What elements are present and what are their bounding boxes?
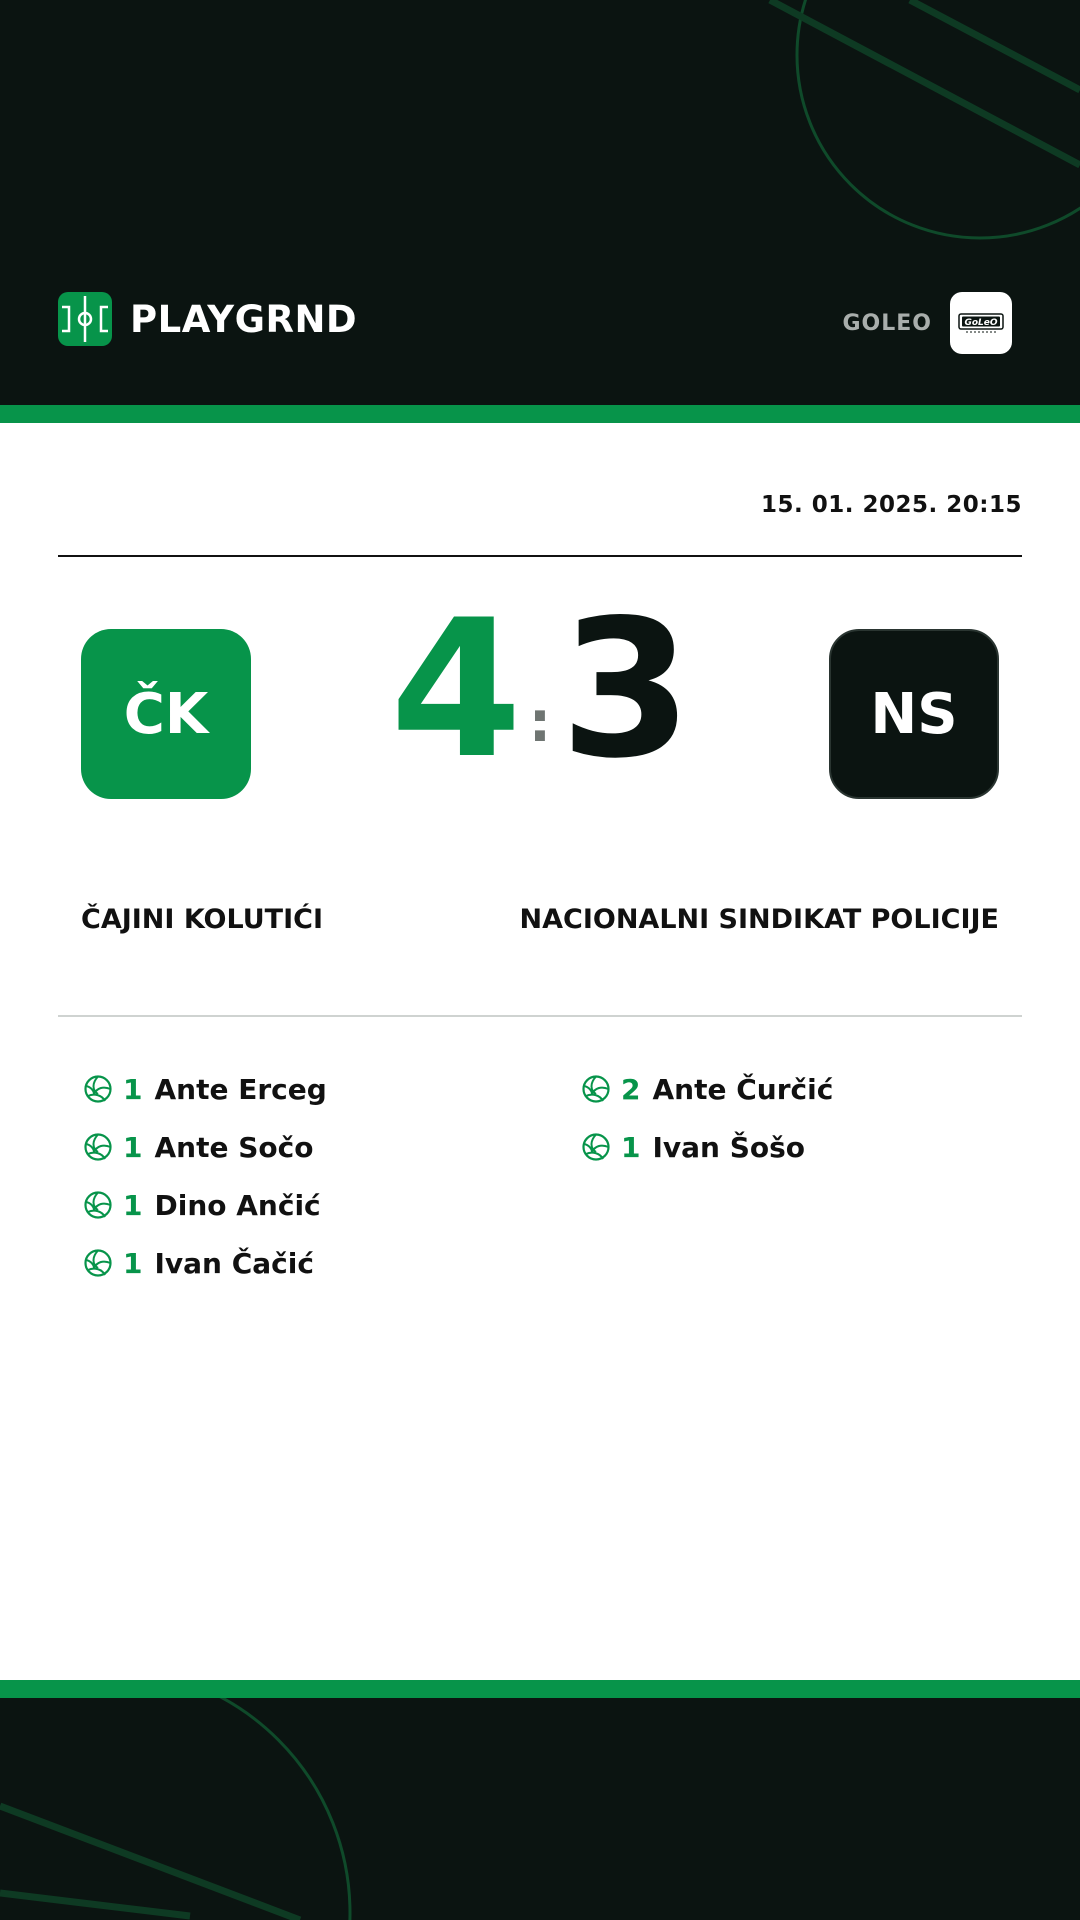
divider <box>58 555 1022 557</box>
football-pitch-icon <box>58 292 112 346</box>
scorer-item <box>581 1118 833 1176</box>
accent-bar-bottom <box>0 1680 1080 1698</box>
partner-logo-text: GoLeO <box>964 318 998 328</box>
away-scorers-list <box>581 1060 833 1176</box>
player-name: Ante Čurčić <box>652 1072 834 1106</box>
footer <box>0 1698 1080 1920</box>
away-score: 3 <box>560 579 693 800</box>
goal-count: 1 <box>621 1130 641 1164</box>
soccer-ball-icon <box>83 1248 113 1278</box>
home-team-name: ČAJINI KOLUTIĆI <box>81 904 323 935</box>
match-datetime: 15. 01. 2025. 20:15 <box>761 492 1022 518</box>
away-team-name: NACIONALNI SINDIKAT POLICIJE <box>519 904 999 935</box>
partner-logo <box>950 292 1012 354</box>
goal-count: 1 <box>123 1072 143 1106</box>
home-scorers-list <box>83 1060 327 1292</box>
scorer-item <box>83 1176 327 1234</box>
player-name: Dino Ančić <box>154 1188 321 1222</box>
soccer-ball-icon <box>581 1132 611 1162</box>
home-team-badge: ČK <box>81 629 251 799</box>
goal-count: 1 <box>123 1188 143 1222</box>
partner-name: GOLEO <box>842 310 932 336</box>
away-team-badge: NS <box>829 629 999 799</box>
pitch-lines-decoration <box>0 1698 1080 1920</box>
accent-bar-top <box>0 405 1080 423</box>
score-separator: : <box>528 690 552 755</box>
header <box>0 0 1080 405</box>
soccer-ball-icon <box>83 1074 113 1104</box>
divider <box>58 1015 1022 1017</box>
partner <box>842 292 1012 354</box>
goal-count: 2 <box>621 1072 641 1106</box>
soccer-ball-icon <box>83 1190 113 1220</box>
scorer-item <box>83 1060 327 1118</box>
home-score: 4 <box>390 579 523 800</box>
scorer-item <box>83 1234 327 1292</box>
player-name: Ante Sočo <box>154 1130 314 1164</box>
scorer-item <box>581 1060 833 1118</box>
soccer-ball-icon <box>83 1132 113 1162</box>
goal-count: 1 <box>123 1246 143 1280</box>
goal-count: 1 <box>123 1130 143 1164</box>
brand-name: PLAYGRND <box>130 297 358 341</box>
soccer-ball-icon <box>581 1074 611 1104</box>
player-name: Ivan Čačić <box>154 1246 314 1280</box>
player-name: Ante Erceg <box>154 1072 327 1106</box>
player-name: Ivan Šošo <box>652 1130 806 1164</box>
scorer-item <box>83 1118 327 1176</box>
brand <box>58 292 357 346</box>
